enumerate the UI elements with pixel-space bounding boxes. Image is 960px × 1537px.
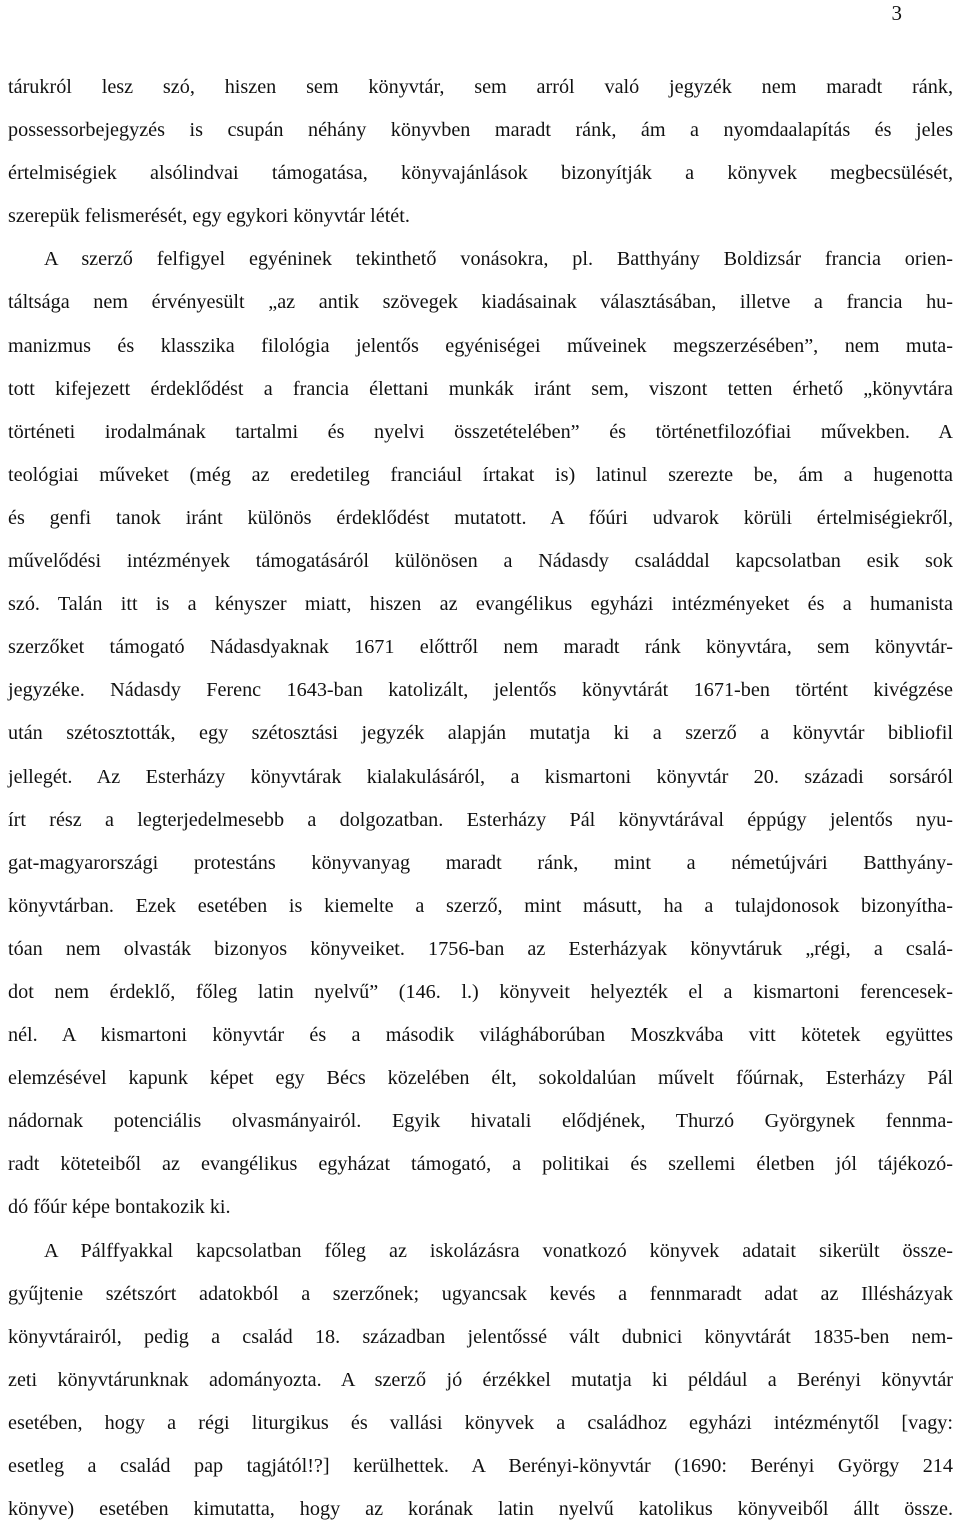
text-line: jegyzéke. Nádasdy Ferenc 1643-ban katolizált, jelentős könyvtárát 1671-ben történt kivégzése	[8, 679, 953, 702]
body-text	[8, 66, 953, 1531]
text-line: jellegét. Az Esterházy könyvtárak kialakulásáról, a kismartoni könyvtár 20. századi sorsáról	[8, 765, 953, 788]
text-line: tárukról lesz szó, hiszen sem könyvtár, sem arról való jegyzék nem maradt ránk,	[8, 76, 953, 98]
text-line: szerzőket támogató Nádasdyaknak 1671 előttről nem maradt ránk könyvtára, sem könyvtár-	[8, 636, 953, 659]
text-line: történeti irodalmának tartalmi és nyelvi összetételében” és történetfilozófiai művekben. A	[8, 420, 953, 443]
text-line: szó. Talán itt is a kényszer miatt, hiszen az evangélikus egyházi intézményeket és a humanista	[8, 593, 953, 616]
text-line: gyűjtenie szétszórt adatokból a szerzőnek; ugyancsak kevés a fennmaradt adat az Illésházyak	[8, 1282, 953, 1305]
text-line: táltsága nem érvényesült „az antik szövegek kiadásainak választásában, illetve a francia hu-	[8, 291, 953, 314]
text-line: és genfi tanok iránt különös érdeklődést mutatott. A főúri udvarok körüli értelmiségiekről,	[8, 506, 953, 529]
text-line: esetleg a család pap tagjától!?] kerülhettek. A Berényi-könyvtár (1690: Berényi György 214	[8, 1455, 953, 1477]
text-line: nél. A kismartoni könyvtár és a második világháborúban Moszkvába vitt kötetek együttes	[8, 1024, 953, 1047]
text-line: possessorbejegyzés is csupán néhány könyvben maradt ránk, ám a nyomdaalapítás és jeles	[8, 119, 953, 142]
text-line: könyvtárban. Ezek esetében is kiemelte a szerző, mint másutt, ha a tulajdonosok bizonyítha-	[8, 894, 953, 917]
text-line: könyve) esetében kimutatta, hogy az korának latin nyelvű katolikus könyveiből állt össze.	[8, 1498, 953, 1521]
text-line: radt köteteiből az evangélikus egyházat támogató, a politikai és szellemi életben jól tájékozó-	[8, 1153, 953, 1176]
text-line: értelmiségiek alsólindvai támogatása, könyvajánlások bizonyítják a könyvek megbecsülését,	[8, 162, 953, 185]
text-line: szerepük felismerését, egy egykori könyvtár létét.	[8, 205, 410, 228]
text-line: után szétosztották, egy szétosztási jegyzék alapján mutatja ki a szerző a könyvtár bibliofil	[8, 722, 953, 745]
text-line: zeti könyvtárunknak adományozta. A szerző jó érzékkel mutatja ki például a Berényi könyvtár	[8, 1368, 953, 1391]
text-line: elemzésével kapunk képet egy Bécs közelében élt, sokoldalúan művelt főúrnak, Esterházy Pál	[8, 1067, 953, 1090]
text-line: dot nem érdeklő, főleg latin nyelvű” (146. l.) könyveit helyezték el a kismartoni ferencesek-	[8, 980, 953, 1003]
text-line: tott kifejezett érdeklődést a francia élettani munkák iránt sem, viszont tetten érhető „könyvtára	[8, 377, 953, 400]
text-line: tóan nem olvasták bizonyos könyveiket. 1756-ban az Esterházyak könyvtáruk „régi, a csalá-	[8, 937, 953, 960]
text-line: könyvtárairól, pedig a család 18. században jelentőssé vált dubnici könyvtárát 1835-ben nem-	[8, 1325, 953, 1348]
text-line: dó főúr képe bontakozik ki.	[8, 1196, 231, 1219]
text-line: teológiai műveket (még az eredetileg franciául írtakat is) latinul szerezte be, ám a hugenotta	[8, 463, 953, 486]
text-line: esetében, hogy a régi liturgikus és vallási könyvek a családhoz egyházi intézménytől [vagy:	[8, 1411, 953, 1434]
page-number: 3	[891, 1, 902, 25]
text-line: A szerző felfigyel egyéninek tekinthető vonásokra, pl. Batthyány Boldizsár francia orien-	[44, 248, 953, 271]
text-line: manizmus és klasszika filológia jelentős egyéniségei műveinek megszerzésében”, nem muta-	[8, 334, 953, 357]
text-line: írt rész a legterjedelmesebb a dolgozatban. Esterházy Pál könyvtárával éppúgy jelentős nyu-	[8, 808, 953, 831]
text-line: nádornak potenciális olvasmányairól. Egyik hivatali elődjének, Thurzó Györgynek fennma-	[8, 1110, 953, 1133]
text-line: gat-magyarországi protestáns könyvanyag maradt ránk, mint a németújvári Batthyány-	[8, 851, 953, 874]
text-line: A Pálffyakkal kapcsolatban főleg az iskolázásra vonatkozó könyvek adatait sikerült össze-	[44, 1239, 953, 1262]
text-line: művelődési intézmények támogatásáról különösen a Nádasdy családdal kapcsolatban esik sok	[8, 550, 953, 573]
